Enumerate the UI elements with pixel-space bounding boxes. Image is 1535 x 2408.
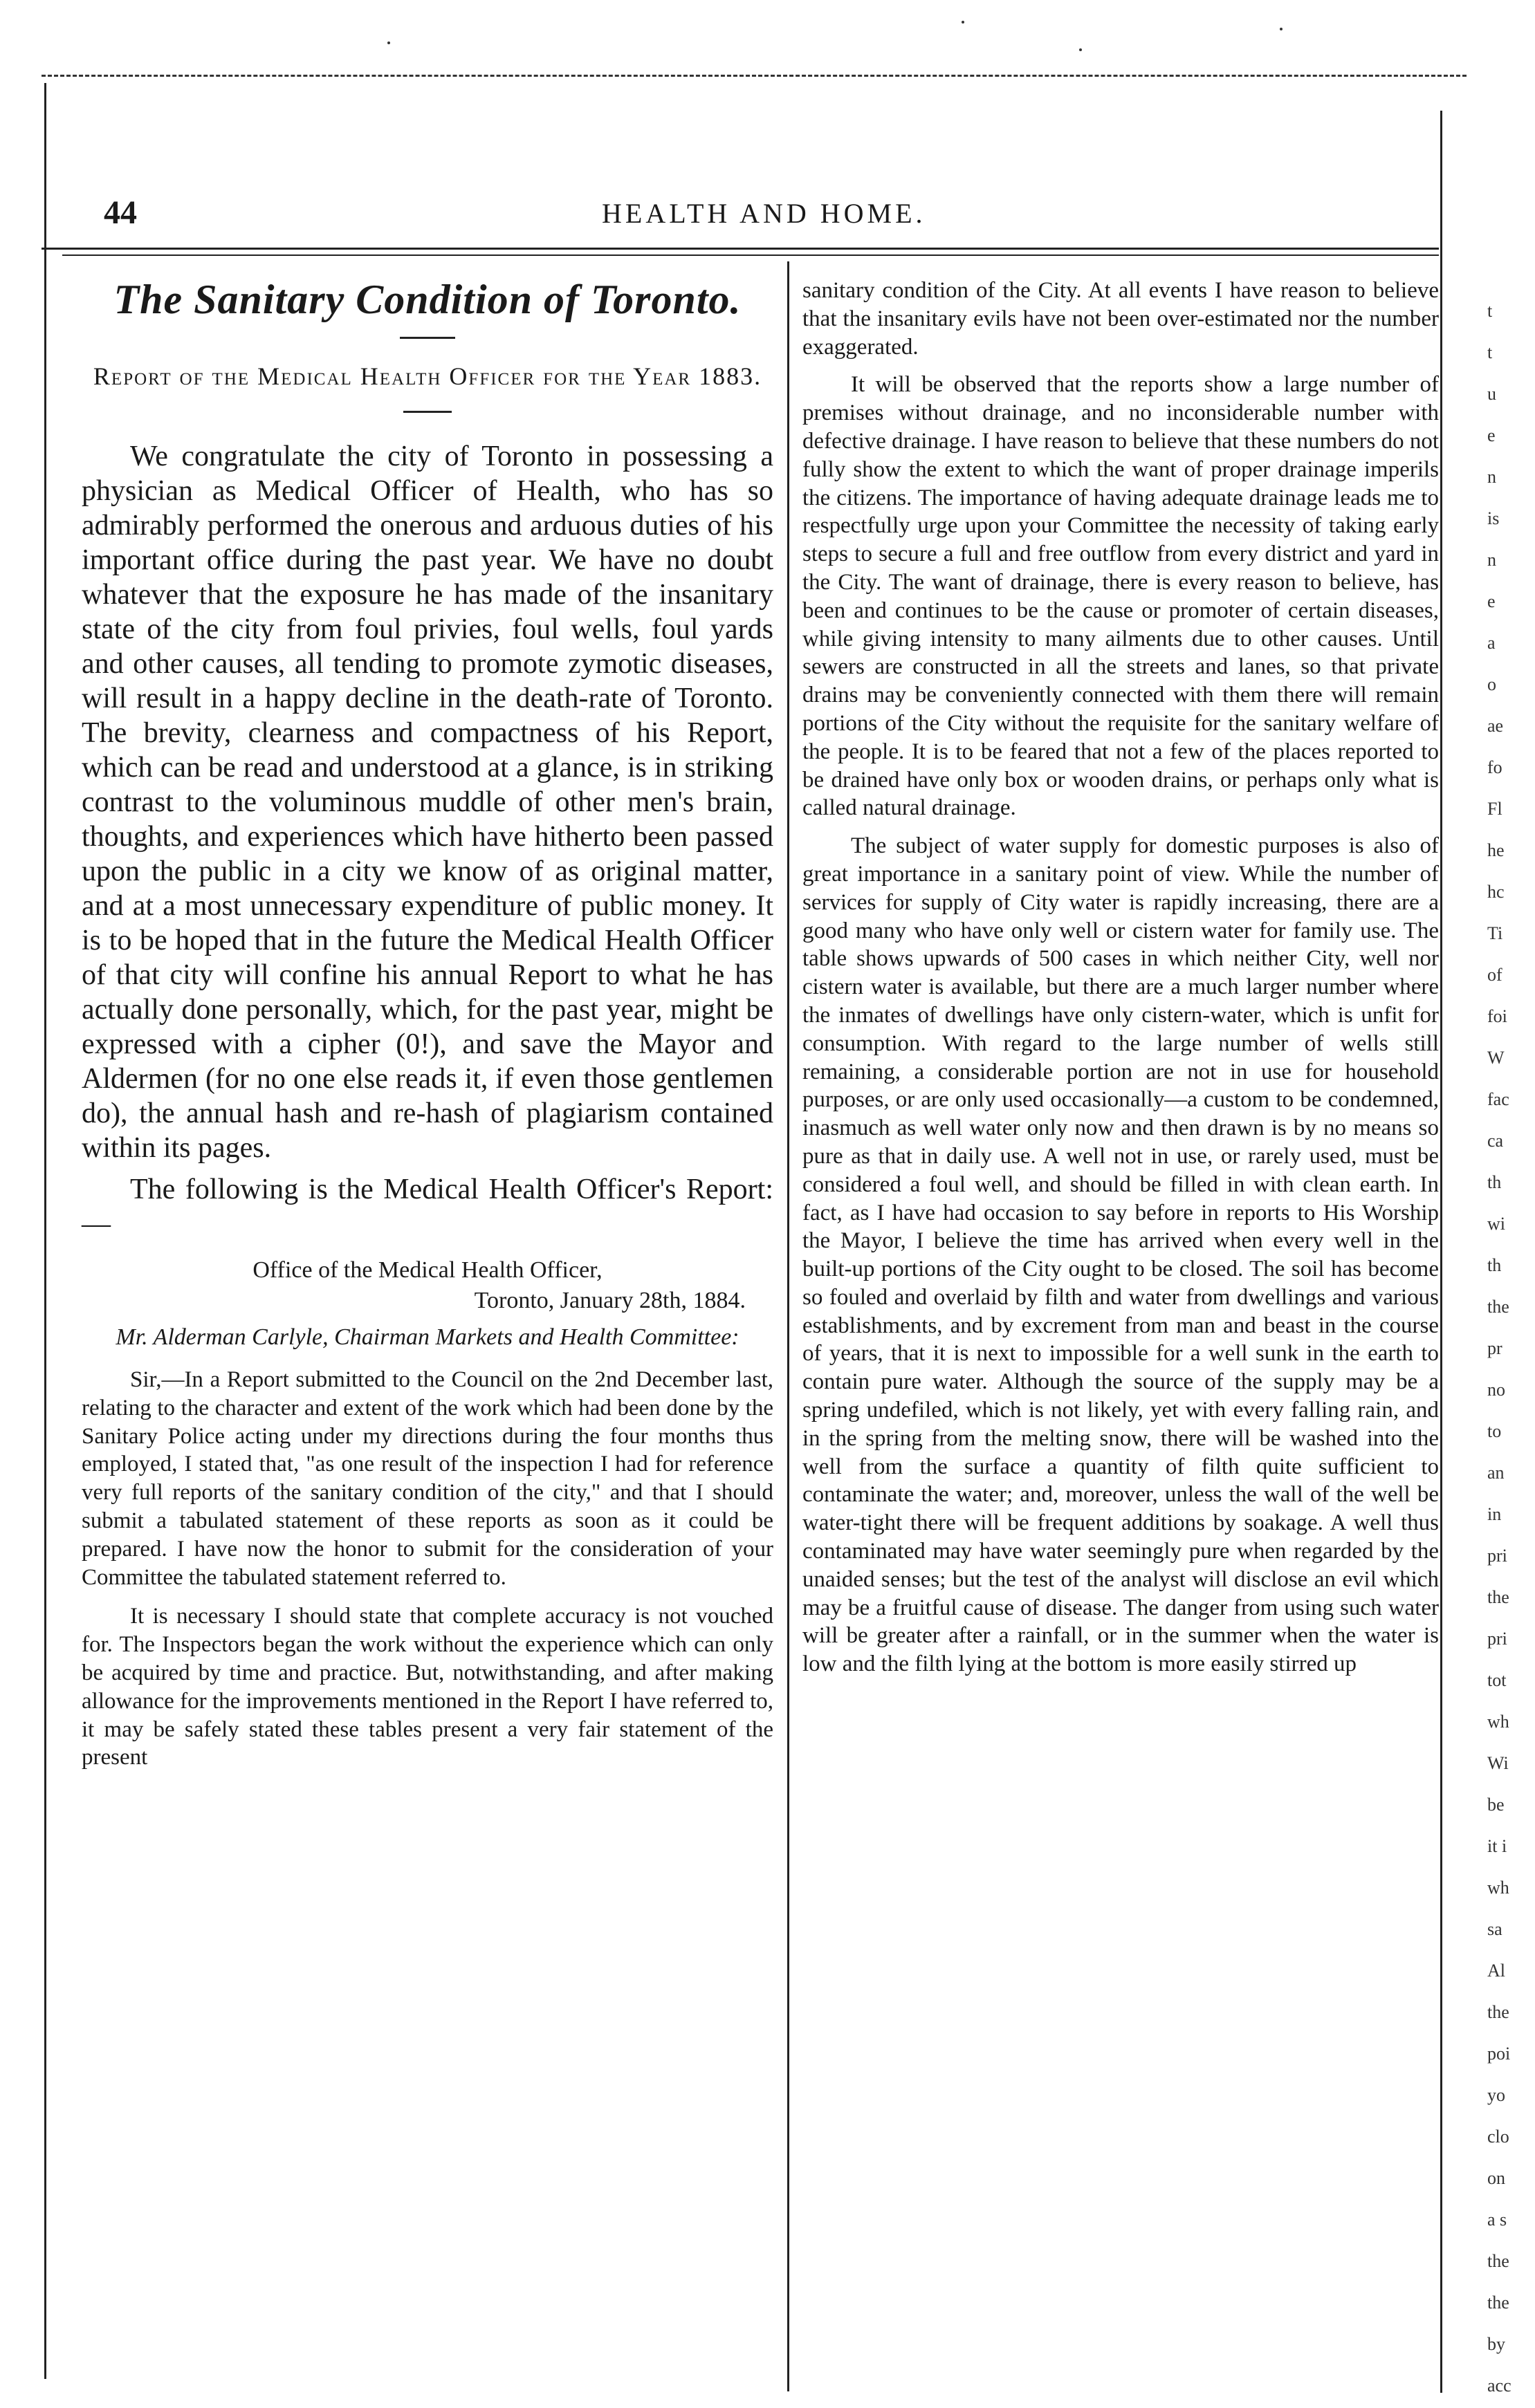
edge-fragment: Ti xyxy=(1487,923,1503,943)
edge-fragment: clo xyxy=(1487,2127,1509,2147)
edge-fragment: wh xyxy=(1487,1878,1509,1898)
right-border xyxy=(1440,111,1442,2393)
edge-fragment: fac xyxy=(1487,1089,1509,1109)
intro-paragraph: We congratulate the city of Toronto in possessing a physician as Medical Officer of Health, who has so admirably performed the onerous and arduous duties of his important office during the past year. We have no doubt whatever that the exposure he has made of the insanitary state of the city from foul privies, foul wells, foul yards and other causes, all tending to promote zymotic diseases, will result in a happy decline in the death-rate of Toronto. The brevity, clearness and compactness of his Report, which can be read and understood at a glance, is in striking contrast to the voluminous muddle of other men's brain, thoughts, and experiences which have hitherto been passed upon the public in a city we know of as original matter, and at a most unnecessary expenditure of public money. It is to be hoped that in the future the Medical Health Officer of that city will confine his annual Report to what he has actually done personally, which, for the past year, might be expressed with a cipher (0!), and save the Mayor and Aldermen (for no one else reads it, if even those gentlemen do), the annual hash and re-hash of plagiarism contained within its pages. xyxy=(82,441,773,1164)
edge-fragment: t xyxy=(1487,342,1493,362)
edge-fragment: to xyxy=(1487,1421,1502,1441)
header-rule xyxy=(42,248,1439,250)
edge-fragment: W xyxy=(1487,1048,1505,1068)
edge-fragment: n xyxy=(1487,467,1496,487)
edge-fragment: acc xyxy=(1487,2375,1511,2396)
edge-fragment: of xyxy=(1487,965,1502,985)
edge-fragment: o xyxy=(1487,674,1496,694)
edge-fragment: t xyxy=(1487,301,1493,321)
office-line: Office of the Medical Health Officer, xyxy=(252,1257,603,1283)
edge-fragment: hc xyxy=(1487,882,1505,902)
edge-fragment: e xyxy=(1487,591,1496,611)
edge-fragment: an xyxy=(1487,1463,1505,1483)
edge-fragment: pri xyxy=(1487,1629,1507,1649)
edge-fragment: the xyxy=(1487,1297,1509,1317)
title-rule xyxy=(400,337,455,339)
edge-fragment: the xyxy=(1487,2293,1509,2313)
report-text-left xyxy=(82,1366,773,1772)
edge-fragment: a xyxy=(1487,633,1496,653)
edge-fragment: fo xyxy=(1487,757,1502,777)
heading-rule xyxy=(403,411,452,413)
edge-fragment: Al xyxy=(1487,1961,1505,1981)
date-line: Toronto, January 28th, 1884. xyxy=(474,1288,746,1313)
salutation-address: Mr. Alderman Carlyle, Chairman Markets and Health Committee: xyxy=(116,1324,739,1350)
edge-fragment: ca xyxy=(1487,1131,1504,1151)
edge-fragment: n xyxy=(1487,550,1496,570)
edge-fragment: on xyxy=(1487,2168,1505,2188)
left-column xyxy=(82,277,773,1772)
scan-speck xyxy=(1079,48,1082,51)
edge-fragment: wi xyxy=(1487,1214,1505,1234)
edge-fragment: pr xyxy=(1487,1338,1502,1358)
edge-fragment: ae xyxy=(1487,716,1504,736)
right-column xyxy=(802,277,1439,1678)
edge-fragment: sa xyxy=(1487,1919,1502,1939)
left-border xyxy=(44,83,46,2379)
edge-fragment: th xyxy=(1487,1172,1502,1192)
edge-fragment: wh xyxy=(1487,1712,1509,1732)
edge-fragment: pri xyxy=(1487,1546,1507,1566)
scan-speck xyxy=(387,41,390,44)
report-paragraph: sanitary condition of the City. At all events I have reason to believe that the insanitary evils have not been over-estimated nor the number exaggerated. xyxy=(802,278,1439,360)
edge-fragment: in xyxy=(1487,1504,1502,1524)
edge-fragment: it i xyxy=(1487,1836,1507,1856)
edge-fragment: he xyxy=(1487,840,1505,860)
edge-fragment: be xyxy=(1487,1795,1505,1815)
article-title: The Sanitary Condition of Toronto. xyxy=(113,277,742,322)
top-border xyxy=(42,75,1467,77)
report-paragraph: It is necessary I should state that complete accuracy is not vouched for. The Inspectors began the work without the experience which can only be acquired by time and practice. But, notwithstanding, and after making allowance for the improvements mentioned in the Report I have referred to, it may be safely stated these tables present a very fair statement of the present xyxy=(82,1604,773,1770)
edge-fragment: a s xyxy=(1487,2210,1507,2230)
report-heading: Report of the Medical Health Officer for the Year 1883. xyxy=(93,362,762,390)
header-rule-thin xyxy=(62,254,1439,256)
scan-speck xyxy=(962,21,964,24)
scan-speck xyxy=(1280,28,1283,30)
edge-fragment: e xyxy=(1487,425,1496,445)
edge-fragment: foi xyxy=(1487,1006,1507,1026)
edge-fragment: the xyxy=(1487,2251,1509,2271)
edge-fragment: by xyxy=(1487,2334,1505,2354)
edge-fragment: poi xyxy=(1487,2044,1511,2064)
intro-text xyxy=(82,439,773,1241)
report-paragraph: It will be observed that the reports show a large number of premises without drainage, and no inconsiderable number with defective drainage. I have reason to believe that these numbers do not fully show the extent to which the want of proper drainage imperils the citizens. The importance of having adequate drainage leads me to respectfully urge upon your Committee the necessity of taking early steps to secure a full and free outflow from every district and yard in the City. The want of drainage, there is every reason to believe, has been and continues to be the cause or promoter of certain diseases, while giving intensity to many ailments due to other causes. Until sewers are constructed in all the streets and lanes, so that private drains may be conveniently connected with them there will remain portions of the City without the requisite for the sanitary welfare of the people. It is to be feared that not a few of the places reported to be drained have only box or wooden drains, or perhaps only what is called natural drainage. xyxy=(802,372,1439,821)
edge-fragment: the xyxy=(1487,2002,1509,2022)
edge-fragment: Fl xyxy=(1487,799,1502,819)
edge-fragment: Wi xyxy=(1487,1753,1509,1773)
running-head: HEALTH AND HOME. xyxy=(602,198,926,229)
edge-fragment: is xyxy=(1487,508,1500,528)
edge-fragment: yo xyxy=(1487,2085,1505,2105)
report-paragraph: The subject of water supply for domestic purposes is also of great importance in a sanitary point of view. While the number of services for supply of City water is rapidly increasing, there are a good many who have only well or cistern water for family use. The table shows upwards of 500 cases in which neither City, well nor cistern water is available, but there are a much larger number where the inmates of dwellings have only cistern-water, which is unfit for consumption. With regard to the large number of wells still remaining, a considerable portion are not in use for household purposes, or are only used occasionally—a custom to be condemned, inasmuch as well water only now and then drawn is by no means so pure as that in daily use. A well not in use, or rarely used, must be considered a foul well, and should be filled in with clean earth. In fact, as I have had occasion to say before in reports to His Worship the Mayor, I believe the time has arrived when every well in the built-up portions of the City ought to be closed. The soil has become so fouled and overlaid by filth and water from dwellings and various establishments, and by excrement from man and beast in the course of years, that it is next to impossible for a well sunk in the earth to contain pure water. Although the source of the supply may be a spring undefiled, which is not likely, yet with every falling rain, and in the spring from the melting snow, there will be washed into the well from the surface a quantity of filth quite sufficient to contaminate the water; and, moreover, unless the wall of the well be water-tight there will be frequent additions by soakage. A well thus contaminated may have water seemingly pure when regarded by the unaided senses; but the test of the analyst will disclose an evil which may be a fruitful cause of disease. The danger from using such water will be greater after a rainfall, or in the summer when the water is low and the filth lying at the bottom is more easily stirred up xyxy=(802,833,1439,1677)
edge-fragment: tot xyxy=(1487,1670,1507,1690)
page-number: 44 xyxy=(104,194,137,231)
edge-fragment: u xyxy=(1487,384,1496,404)
intro-paragraph: The following is the Medical Health Officer's Report:— xyxy=(82,1174,773,1240)
edge-fragment: no xyxy=(1487,1380,1505,1400)
column-divider xyxy=(787,261,789,2391)
edge-fragment: the xyxy=(1487,1587,1509,1607)
edge-fragment: th xyxy=(1487,1255,1502,1275)
report-paragraph: Sir,—In a Report submitted to the Council on the 2nd December last, relating to the character and extent of the work which had been done by the Sanitary Police acting under my directions during the four months thus employed, I stated that, "as one result of the inspection I had for reference very full reports of the sanitary condition of the city," and that I should submit a tabulated statement of these reports as soon as it could be prepared. I have now the honor to submit for the consideration of your Committee the tabulated statement referred to. xyxy=(82,1367,773,1590)
adjacent-page-fragments xyxy=(1487,290,1529,2407)
